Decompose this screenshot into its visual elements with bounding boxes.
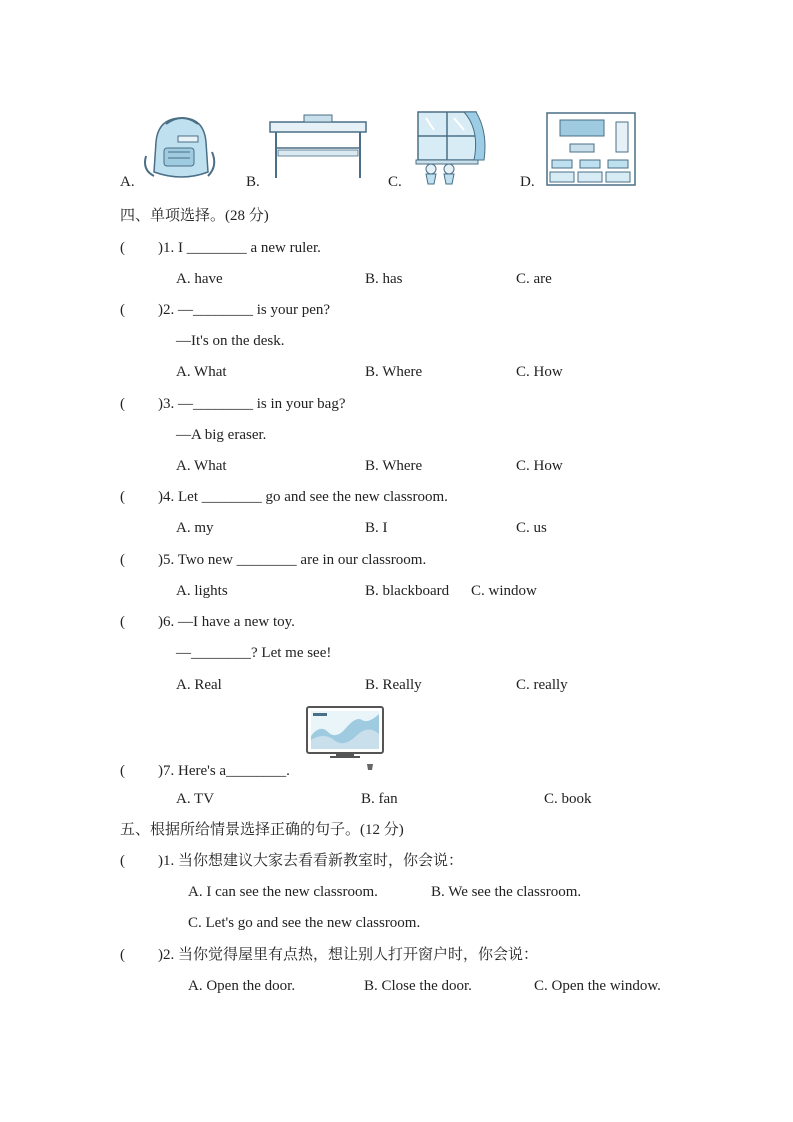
option-b: B. Where (365, 364, 423, 380)
option-c: C. window (471, 583, 537, 599)
tv-monitor-icon (306, 706, 384, 772)
picture-letter-d: D. (520, 174, 535, 190)
picture-letter-b: B. (246, 174, 260, 190)
question-stem: )5. Two new ________ are in our classroom. (158, 552, 427, 568)
option-b: B. Really (365, 677, 422, 693)
option-c: C. us (516, 520, 547, 536)
question-stem: )6. —I have a new toy. (158, 614, 295, 630)
option-b: B. fan (361, 791, 398, 807)
option-a: A. I can see the new classroom. (188, 884, 378, 900)
question-stem: )7. Here's a________. (158, 763, 290, 779)
school-bag-icon (138, 112, 220, 184)
answer-paren: ( (120, 614, 125, 630)
question-stem: )1. 当你想建议大家去看看新教室时，你会说： (158, 853, 463, 869)
option-a: A. my (176, 520, 214, 536)
option-a: A. Open the door. (188, 978, 296, 994)
dialogue-answer: —________? Let me see! (176, 645, 332, 661)
option-b: B. blackboard (365, 583, 450, 599)
picture-letter-a: A. (120, 174, 135, 190)
classroom-icon (546, 112, 636, 186)
option-a: A. Real (176, 677, 222, 693)
section4-title: 四、单项选择。(28 分) (120, 208, 269, 224)
option-b: B. We see the classroom. (431, 884, 582, 900)
option-a: A. have (176, 271, 223, 287)
answer-paren: ( (120, 947, 125, 963)
option-c: C. really (516, 677, 568, 693)
answer-paren: ( (120, 552, 125, 568)
option-c: C. Let's go and see the new classroom. (188, 915, 421, 931)
desk-icon (268, 112, 368, 182)
option-b: B. has (365, 271, 403, 287)
option-a: A. lights (176, 583, 228, 599)
answer-paren: ( (120, 853, 125, 869)
question-stem: )2. 当你觉得屋里有点热，想让别人打开窗户时，你会说： (158, 947, 538, 963)
option-b: B. I (365, 520, 388, 536)
option-b: B. Where (365, 458, 423, 474)
section5-title: 五、根据所给情景选择正确的句子。(12 分) (120, 822, 404, 838)
picture-letter-c: C. (388, 174, 402, 190)
answer-paren: ( (120, 763, 125, 779)
option-b: B. Close the door. (364, 978, 472, 994)
answer-paren: ( (120, 489, 125, 505)
option-c: C. Open the window. (534, 978, 661, 994)
answer-paren: ( (120, 396, 125, 412)
option-c: C. are (516, 271, 552, 287)
answer-paren: ( (120, 240, 125, 256)
option-c: C. book (544, 791, 592, 807)
dialogue-answer: —It's on the desk. (176, 333, 285, 349)
dialogue-answer: —A big eraser. (176, 427, 267, 443)
option-a: A. What (176, 364, 227, 380)
option-a: A. TV (176, 791, 215, 807)
answer-paren: ( (120, 302, 125, 318)
question-stem: )2. —________ is your pen? (158, 302, 331, 318)
question-stem: )3. —________ is in your bag? (158, 396, 346, 412)
question-stem: )1. I ________ a new ruler. (158, 240, 321, 256)
option-c: C. How (516, 458, 563, 474)
option-c: C. How (516, 364, 563, 380)
option-a: A. What (176, 458, 227, 474)
question-stem: )4. Let ________ go and see the new classroom. (158, 489, 448, 505)
window-icon (414, 108, 490, 186)
